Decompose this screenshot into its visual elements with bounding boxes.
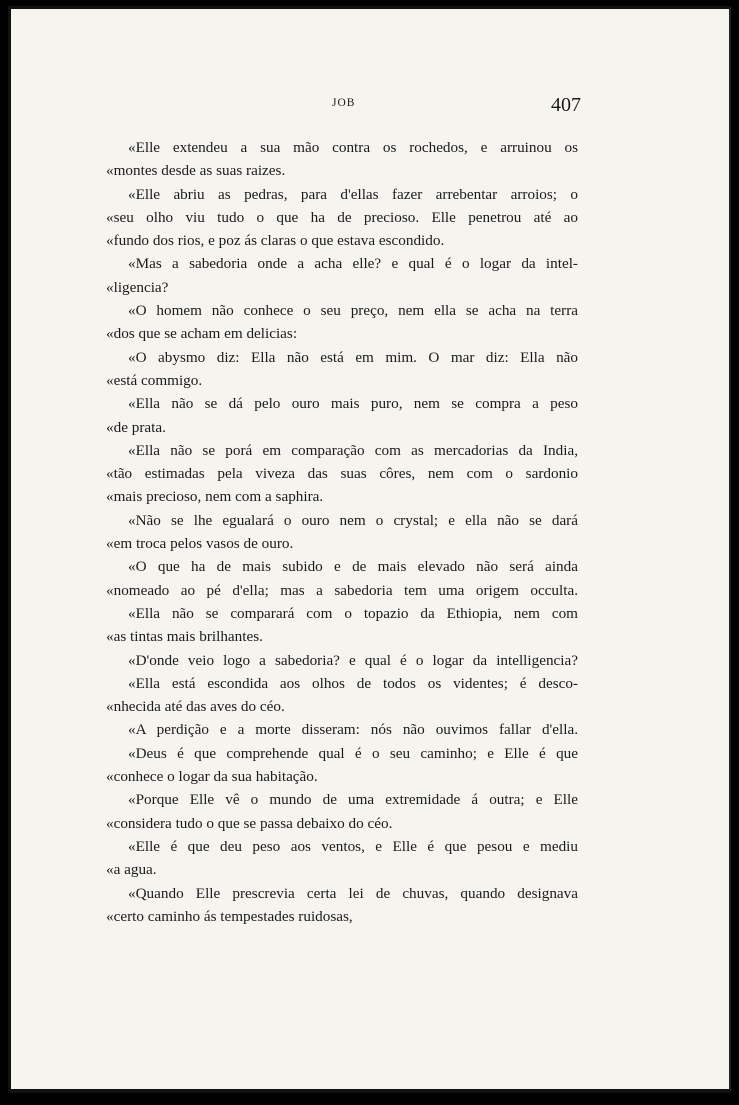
text-line: «conhece o logar da sua habitação.	[106, 768, 318, 786]
book-page	[8, 6, 731, 1093]
text-line: «D'onde veio logo a sabedoria? e qual é o logar da intelligencia?	[128, 651, 578, 669]
text-line: «considera tudo o que se passa debaixo do céo.	[106, 814, 393, 832]
text-line: «está commigo.	[106, 371, 203, 389]
text-line: «nhecida até das aves do céo.	[106, 698, 285, 716]
text-line: «Elle é que deu peso aos ventos, e Elle é que pesou e mediu	[128, 837, 578, 855]
text-line: «fundo dos rios, e poz ás claras o que estava escondido.	[106, 232, 445, 250]
text-line: «Ella não se comparará com o topazio da Ethiopia, nem com	[128, 604, 578, 622]
text-line: «montes desde as suas raizes.	[106, 162, 286, 180]
text-line: «Deus é que comprehende qual é o seu caminho; e Elle é que	[128, 744, 578, 762]
text-line: «A perdição e a morte disseram: nós não ouvimos fallar d'ella.	[128, 721, 578, 739]
text-line: «mais precioso, nem com a saphira.	[106, 488, 324, 506]
text-line: «certo caminho ás tempestades ruidosas,	[106, 907, 353, 925]
text-line: «seu olho viu tudo o que ha de precioso. Elle penetrou até ao	[106, 208, 578, 226]
text-line: «O homem não conhece o seu preço, nem ella se acha na terra	[128, 302, 578, 320]
text-line: «O que ha de mais subido e de mais elevado não será ainda	[128, 558, 578, 576]
body-text	[106, 136, 578, 928]
text-line: «Não se lhe egualará o ouro nem o crystal; e ella não se dará	[128, 511, 578, 529]
text-line: «tão estimadas pela viveza das suas côres, nem com o sardonio	[106, 465, 578, 483]
text-line: «Mas a sabedoria onde a acha elle? e qual é o logar da intel-	[128, 255, 578, 273]
text-line: «Porque Elle vê o mundo de uma extremidade á outra; e Elle	[128, 791, 578, 809]
text-line: «de prata.	[106, 418, 166, 436]
text-line: «em troca pelos vasos de ouro.	[106, 535, 294, 553]
text-line: «Ella está escondida aos olhos de todos os videntes; é desco-	[128, 674, 578, 692]
text-line: «O abysmo diz: Ella não está em mim. O mar diz: Ella não	[128, 348, 578, 366]
text-line: «Ella não se porá em comparação com as mercadorias da India,	[128, 441, 578, 459]
text-line: «Quando Elle prescrevia certa lei de chuvas, quando designava	[128, 884, 578, 902]
text-line: «nomeado ao pé d'ella; mas a sabedoria tem uma origem occulta.	[106, 581, 578, 599]
text-line: «Elle extendeu a sua mão contra os rochedos, e arruinou os	[128, 139, 578, 156]
text-line: «Elle abriu as pedras, para d'ellas fazer arrebentar arroios; o	[128, 185, 578, 203]
text-line: «as tintas mais brilhantes.	[106, 628, 263, 646]
text-line: «dos que se acham em delicias:	[106, 325, 298, 343]
text-line: «a agua.	[106, 861, 157, 879]
text-line: «ligencia?	[106, 278, 169, 296]
page-number: 407	[551, 94, 581, 116]
text-line: «Ella não se dá pelo ouro mais puro, nem se compra a peso	[128, 395, 578, 413]
running-head: JOB	[332, 97, 356, 109]
